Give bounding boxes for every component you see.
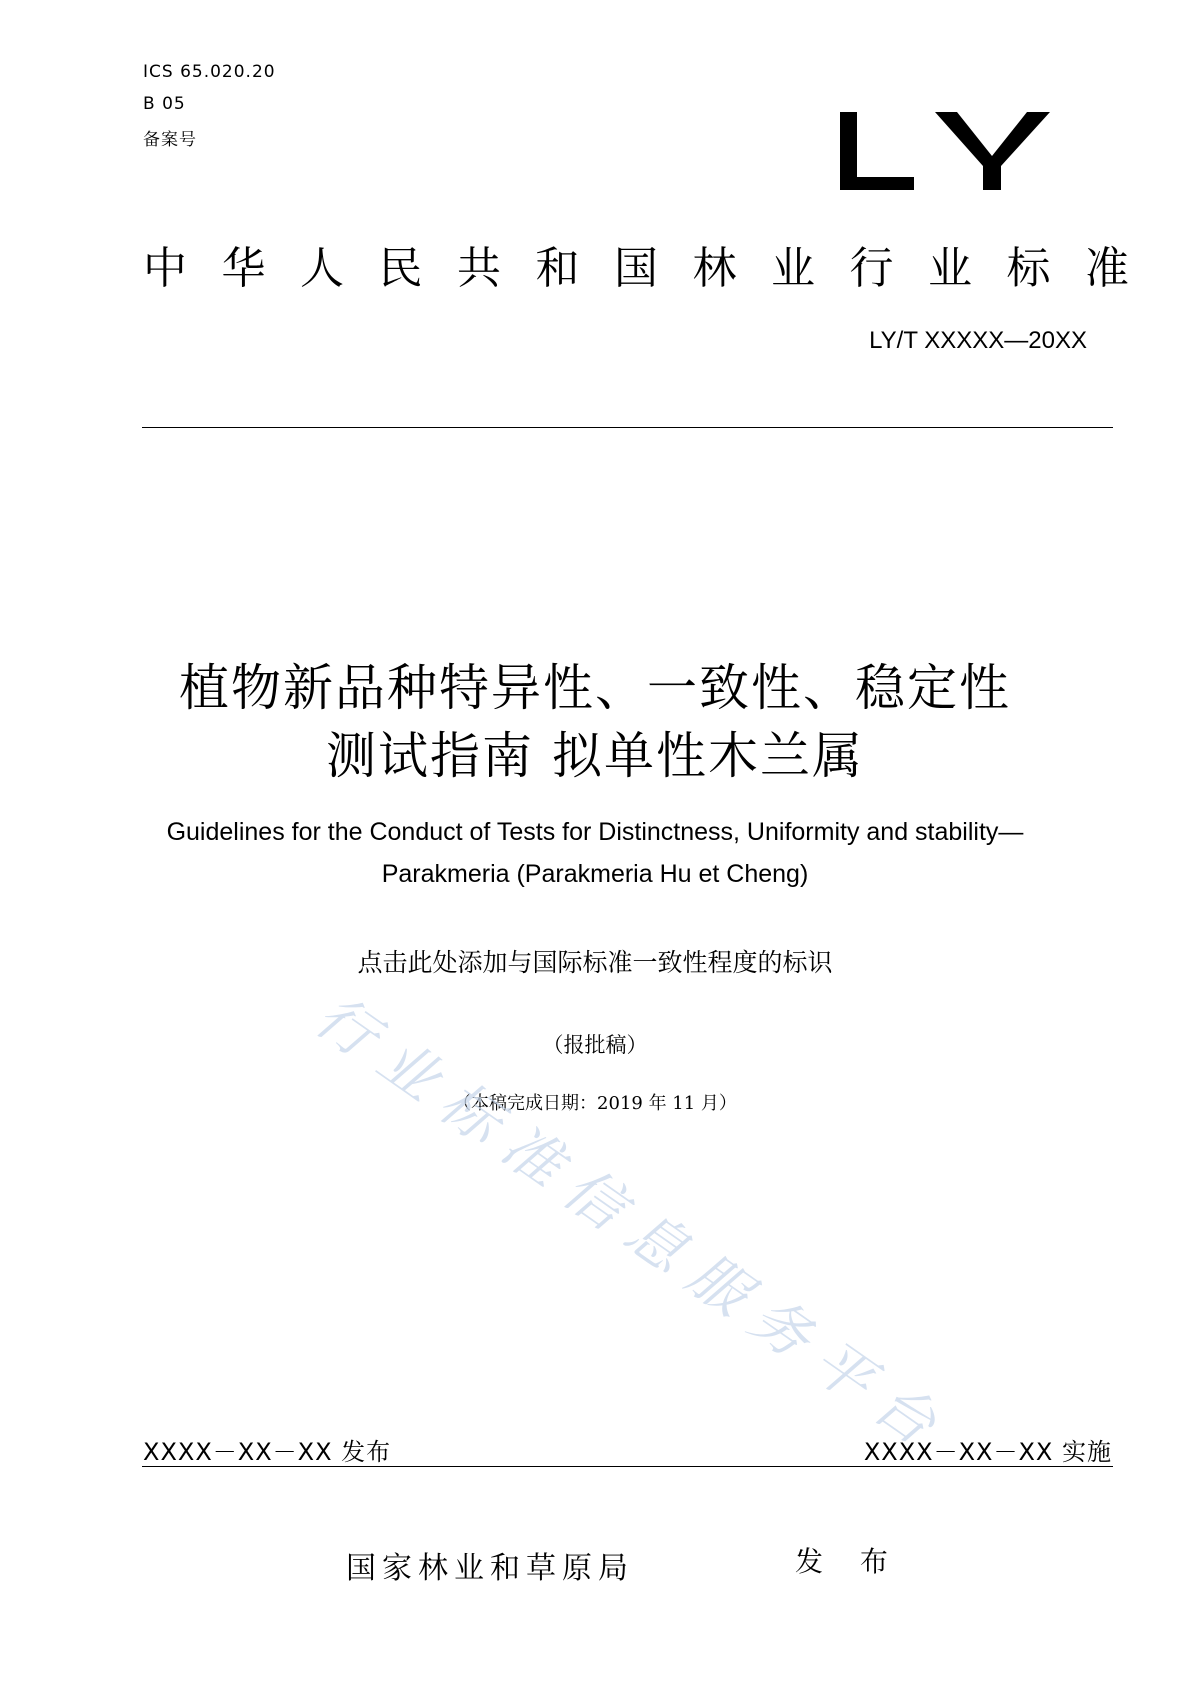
svg-text:平: 平: [799, 1325, 886, 1415]
ics-code: ICS 65.020.20: [143, 62, 276, 82]
ccs-code: B 05: [143, 94, 186, 114]
svg-text:信: 信: [551, 1153, 638, 1243]
implementation-date: XXXX－XX－XX 实施: [863, 1438, 1112, 1466]
svg-text:准: 准: [489, 1110, 576, 1200]
title-cn-line-1: 植物新品种特异性、一致性、稳定性: [179, 659, 1011, 717]
intl-consistency-placeholder[interactable]: 点击此处添加与国际标准一致性程度的标识: [357, 948, 833, 977]
title-cn-line-2: 测试指南 拟单性木兰属: [326, 727, 864, 785]
title-en-line-2: Parakmeria (Parakmeria Hu et Cheng): [381, 860, 809, 888]
svg-text:务: 务: [737, 1282, 824, 1372]
title-en-line-1: Guidelines for the Conduct of Tests for Distinctness, Uniformity and stability—: [166, 818, 1024, 846]
issue-date: XXXX－XX－XX 发布: [143, 1438, 392, 1466]
header-divider: [142, 427, 1113, 428]
publisher-name: 国家林业和草原局: [346, 1551, 634, 1586]
ly-logo: [840, 112, 1055, 190]
svg-text:息: 息: [613, 1196, 700, 1286]
footer-divider: [142, 1466, 1113, 1467]
standard-category-title: 中华人民共和国林业行业标准: [143, 243, 1164, 294]
standard-number: LY/T XXXXX—20XX: [869, 327, 1087, 354]
svg-text:业: 业: [365, 1024, 452, 1114]
publish-label: 发 布: [795, 1545, 902, 1578]
completion-date: （本稿完成日期：2019 年 11 月）: [453, 1093, 737, 1114]
svg-text:台: 台: [861, 1368, 948, 1458]
draft-stage-label: （报批稿）: [542, 1033, 648, 1057]
svg-text:服: 服: [675, 1239, 762, 1329]
svg-text:标: 标: [427, 1067, 514, 1157]
filing-number-label: 备案号: [143, 130, 197, 150]
svg-text:行: 行: [303, 981, 390, 1071]
